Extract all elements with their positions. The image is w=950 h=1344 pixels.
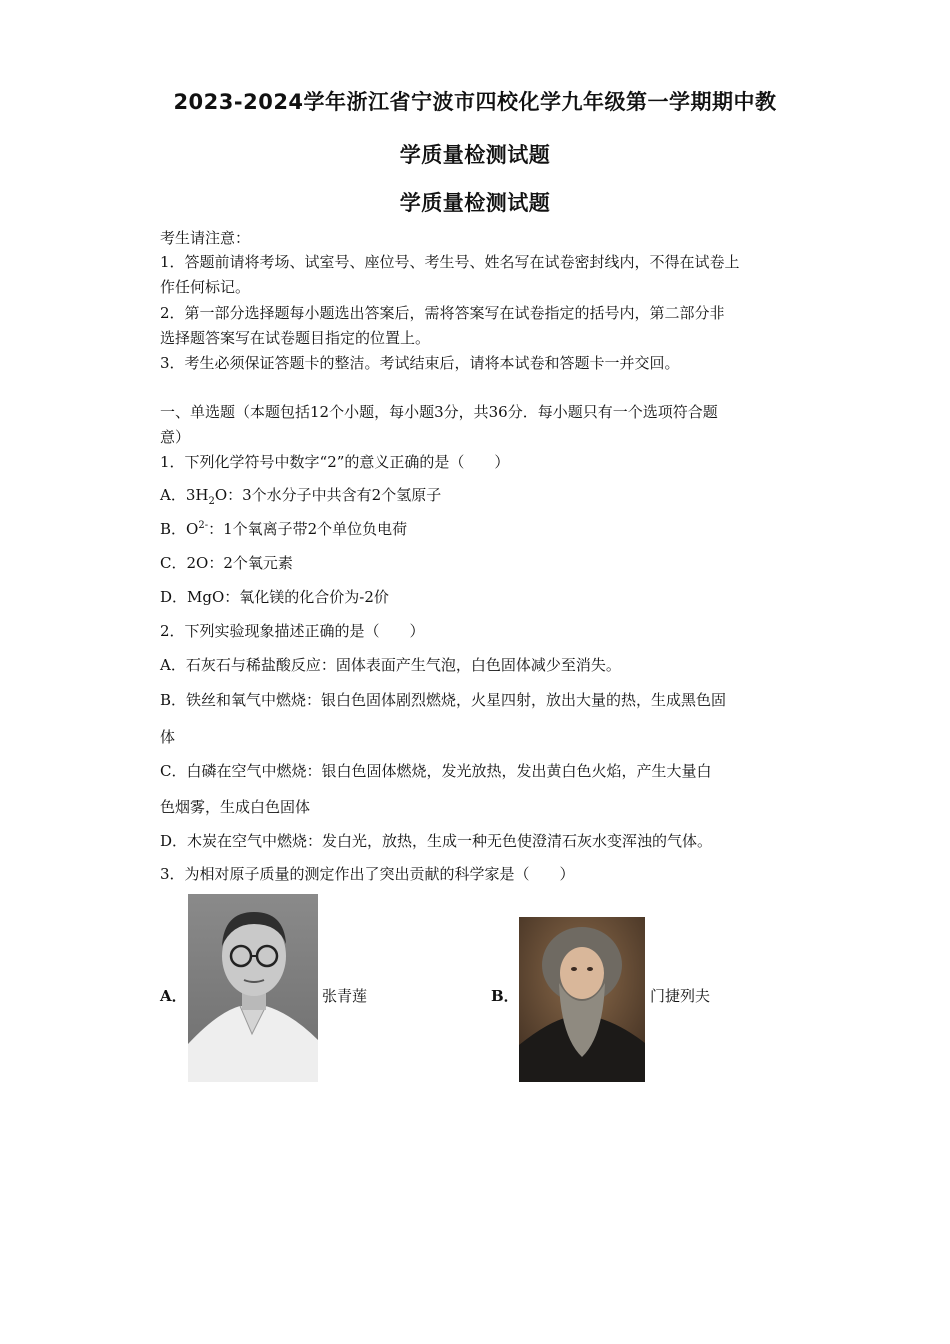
title-line-2: 学质量检测试题 xyxy=(399,143,551,167)
q1-option-a-rest: O：3个水分子中共含有2个氢原子 xyxy=(214,486,442,504)
q1-option-a-subscript: 2 xyxy=(208,496,215,507)
notice-item-2b: 选择题答案写在试卷题目指定的位置上。 xyxy=(160,329,431,347)
q1-option-b xyxy=(160,518,407,539)
q2-option-b-line1: B．铁丝和氧气中燃烧：银白色固体剧烈燃烧，火星四射，放出大量的热，生成黑色固 xyxy=(160,691,727,709)
q2-stem: 2．下列实验现象描述正确的是（ ） xyxy=(160,622,425,640)
q1-option-b-prefix: B．O xyxy=(160,520,199,538)
q3-option-b-name: 门捷列夫 xyxy=(650,987,711,1005)
q2-option-c-line1: C．白磷在空气中燃烧：银白色固体燃烧，发光放热，发出黄白色火焰，产生大量白 xyxy=(160,762,712,780)
q2-option-b-line2: 体 xyxy=(160,728,176,746)
notice-item-2a: 2．第一部分选择题每小题选出答案后，需将答案写在试卷指定的括号内，第二部分非 xyxy=(160,304,725,322)
q3-option-a-name: 张青莲 xyxy=(322,987,368,1005)
q2-option-a: A．石灰石与稀盐酸反应：固体表面产生气泡，白色固体减少至消失。 xyxy=(160,656,621,674)
title-line-3: 学质量检测试题 xyxy=(399,191,551,215)
portrait-zhang-qinglian xyxy=(188,894,318,1082)
section-heading-b: 意） xyxy=(160,428,191,446)
notice-item-1b: 作任何标记。 xyxy=(160,278,251,296)
notice-item-1a: 1．答题前请将考场、试室号、座位号、考生号、姓名写在试卷密封线内，不得在试卷上 xyxy=(160,253,740,271)
notice-item-3: 3．考生必须保证答题卡的整洁。考试结束后，请将本试卷和答题卡一并交回。 xyxy=(160,354,680,372)
portrait-mendeleev xyxy=(519,917,645,1082)
section-heading-a: 一、单选题（本题包括12个小题，每小题3分，共36分．每小题只有一个选项符合题 xyxy=(160,403,718,421)
notice-heading: 考生请注意： xyxy=(160,229,251,247)
q1-option-a-prefix: A．3H xyxy=(160,486,209,504)
q1-option-b-rest: ：1个氧离子带2个单位负电荷 xyxy=(208,520,408,538)
q2-option-c-line2: 色烟雾，生成白色固体 xyxy=(160,798,311,816)
title-line-1: 2023-2024学年浙江省宁波市四校化学九年级第一学期期中教 xyxy=(173,90,777,114)
q1-option-b-superscript: 2- xyxy=(198,520,209,531)
q1-stem: 1．下列化学符号中数字“2”的意义正确的是（ ） xyxy=(160,453,510,471)
q3-option-a-letter: A． xyxy=(160,987,187,1005)
q3-stem: 3．为相对原子质量的测定作出了突出贡献的科学家是（ ） xyxy=(160,865,575,883)
q2-option-d: D．木炭在空气中燃烧：发白光，放热，生成一种无色使澄清石灰水变浑浊的气体。 xyxy=(160,832,713,850)
q1-option-c: C．2O：2个氧元素 xyxy=(160,554,293,572)
q1-option-d: D．MgO：氧化镁的化合价为-2价 xyxy=(160,588,389,606)
q1-option-a xyxy=(160,484,441,507)
q3-option-b-letter: B． xyxy=(491,987,519,1005)
